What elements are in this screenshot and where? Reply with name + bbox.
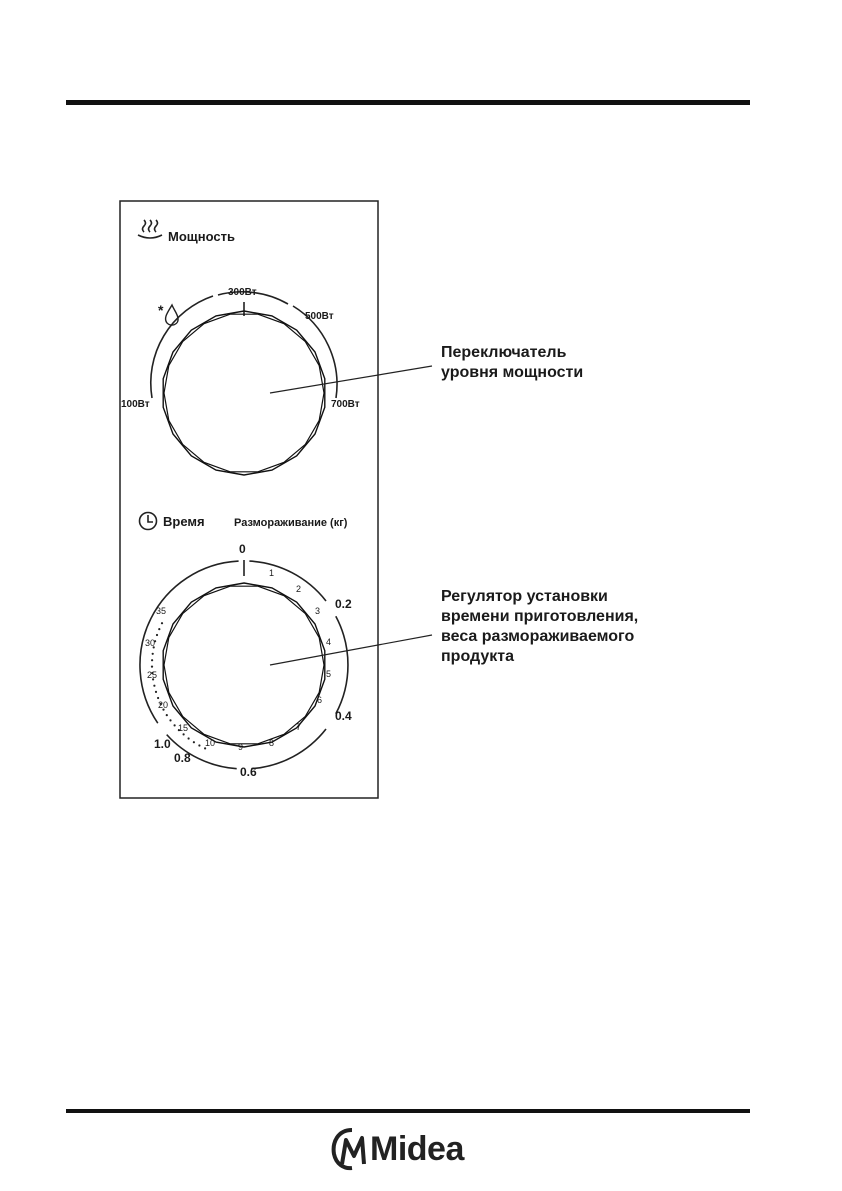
- timer-knob[interactable]: [163, 583, 325, 747]
- timer-scale-arc: [140, 561, 348, 769]
- timer-dot: [156, 634, 158, 636]
- defrost-weight-title: Размораживание (кг): [234, 517, 348, 529]
- clock-icon: [140, 513, 157, 530]
- callout-line: времени приготовления,: [441, 608, 639, 625]
- timer-dot: [188, 737, 190, 739]
- timer-scale-segment: [249, 561, 326, 601]
- minute-tick-8: 8: [269, 738, 275, 748]
- power-label-100: 100Вт: [121, 399, 150, 410]
- power-label-300: 300Вт: [228, 287, 257, 298]
- svg-text:*: *: [158, 302, 164, 318]
- power-callout-leader: [270, 366, 432, 393]
- minute-tick-3: 3: [315, 606, 321, 616]
- timer-dot: [193, 741, 195, 743]
- timer-dot: [166, 714, 168, 716]
- power-label-500: 500Вт: [305, 311, 334, 322]
- minute-tick-1: 1: [269, 568, 275, 578]
- weight-tick-0-8: 0.8: [174, 751, 191, 765]
- minute-tick-25: 25: [147, 670, 158, 680]
- callout-line: веса размораживаемого: [441, 628, 635, 645]
- power-label-700: 700Вт: [331, 399, 360, 410]
- timer-dot: [183, 733, 185, 735]
- timer-scale-segment: [336, 616, 348, 714]
- callout-line: Регулятор установки: [441, 588, 608, 605]
- timer-title: Время: [163, 514, 205, 529]
- timer-dot: [155, 691, 157, 693]
- weight-tick-0-4: 0.4: [335, 709, 352, 723]
- timer-dot: [152, 653, 154, 655]
- timer-callout-leader: [270, 635, 432, 665]
- timer-dot: [169, 719, 171, 721]
- minute-tick-20: 20: [158, 700, 169, 710]
- weight-tick-0: 0: [239, 542, 246, 556]
- minute-tick-2: 2: [296, 584, 302, 594]
- timer-dot: [198, 744, 200, 746]
- timer-dot: [157, 697, 159, 699]
- minute-tick-6: 6: [317, 695, 323, 705]
- timer-control-callout: [441, 587, 638, 667]
- timer-dot: [158, 628, 160, 630]
- minute-tick-7: 7: [296, 722, 302, 732]
- weight-tick-0-6: 0.6: [240, 765, 257, 779]
- minute-tick-10: 10: [205, 738, 216, 748]
- timer-dot: [153, 685, 155, 687]
- minute-tick-15: 15: [178, 723, 189, 733]
- timer-dot: [161, 622, 163, 624]
- heat-waves-icon: [138, 220, 162, 238]
- brand-wordmark: Midea: [370, 1129, 464, 1168]
- power-knob[interactable]: [163, 311, 325, 475]
- timer-dot: [151, 666, 153, 668]
- callout-line: уровня мощности: [441, 364, 584, 381]
- minute-tick-35: 35: [156, 606, 167, 616]
- callout-line: продукта: [441, 648, 514, 665]
- minute-tick-30: 30: [145, 638, 156, 648]
- timer-scale-segment: [251, 729, 326, 769]
- timer-dot: [151, 659, 153, 661]
- timer-dot: [174, 724, 176, 726]
- brand-logo-mark: [330, 1126, 372, 1172]
- brand-logo: [330, 1126, 464, 1172]
- weight-tick-0-2: 0.2: [335, 597, 352, 611]
- weight-tick-1-0: 1.0: [154, 737, 171, 751]
- power-switch-callout: [441, 343, 583, 383]
- callout-line: Переключатель: [441, 344, 567, 361]
- minute-tick-5: 5: [326, 669, 332, 679]
- bottom-rule: [66, 1109, 750, 1113]
- minute-tick-4: 4: [326, 637, 332, 647]
- minute-tick-9: 9: [238, 742, 244, 752]
- power-title: Мощность: [168, 229, 235, 244]
